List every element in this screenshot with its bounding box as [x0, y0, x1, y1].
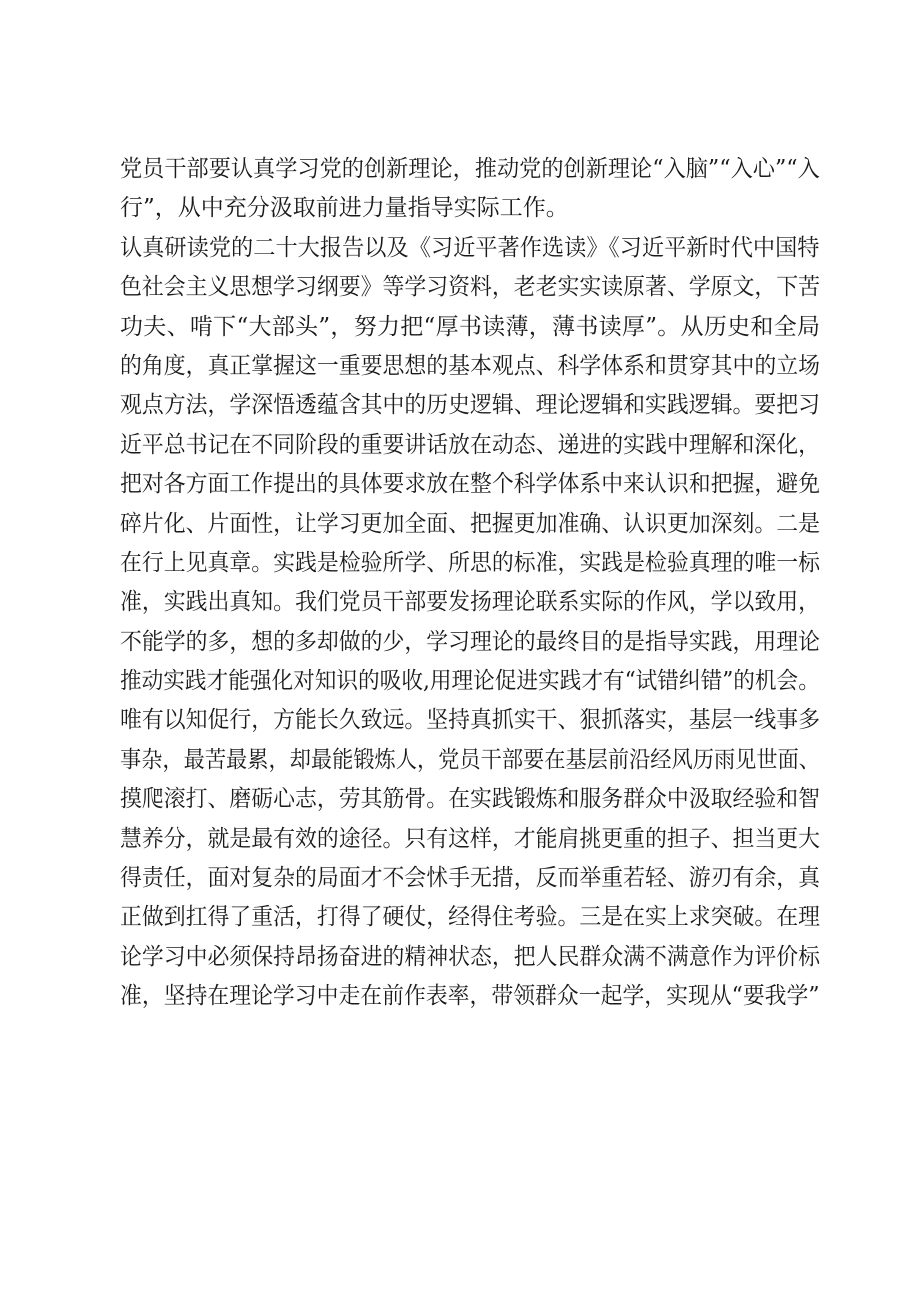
- text-line: 在行上见真章。实践是检验所学、所思的标准，实践是检验真理的唯一标: [120, 549, 820, 576]
- text-line: 摸爬滚打、磨砺心志，劳其筋骨。在实践锻炼和服务群众中汲取经验和智: [120, 786, 820, 813]
- text-line: 准，实践出真知。我们党员干部要发扬理论联系实际的作风，学以致用，: [120, 589, 820, 616]
- text-line: 功夫、啃下“大部头”，努力把“厚书读薄，薄书读厚”。从历史和全局: [120, 313, 820, 340]
- text-line: 论学习中必须保持昂扬奋进的精神状态，把人民群众满不满意作为评价标: [120, 943, 820, 970]
- text-line: 事杂，最苦最累，却最能锻炼人，党员干部要在基层前沿经风历雨见世面、: [120, 746, 820, 773]
- text-line: 近平总书记在不同阶段的重要讲话放在动态、递进的实践中理解和深化，: [120, 431, 820, 458]
- text-line: 的角度，真正掌握这一重要思想的基本观点、科学体系和贯穿其中的立场: [120, 352, 820, 379]
- text-line: 碎片化、片面性，让学习更加全面、把握更加准确、认识更加深刻。二是: [120, 510, 820, 537]
- body-text: [120, 150, 820, 1017]
- text-line: 准，坚持在理论学习中走在前作表率，带领群众一起学，实现从“要我学”: [120, 983, 820, 1010]
- text-line: 得责任，面对复杂的局面才不会怵手无措，反而举重若轻、游刃有余，真: [120, 865, 820, 892]
- text-line: 慧养分，就是最有效的途径。只有这样，才能肩挑更重的担子、担当更大: [120, 825, 820, 852]
- text-line: 不能学的多，想的多却做的少，学习理论的最终目的是指导实践，用理论: [120, 628, 820, 655]
- text-line: 色社会主义思想学习纲要》等学习资料，老老实实读原著、学原文，下苦: [120, 274, 820, 301]
- text-line: 唯有以知促行，方能长久致远。坚持真抓实干、狠抓落实，基层一线事多: [120, 707, 820, 734]
- text-line: 正做到扛得了重活，打得了硬仗，经得住考验。三是在实上求突破。在理: [120, 904, 820, 931]
- text-line: 把对各方面工作提出的具体要求放在整个科学体系中来认识和把握，避免: [120, 471, 820, 498]
- text-line: 党员干部要认真学习党的创新理论，推动党的创新理论“入脑”“入心”“入: [120, 156, 820, 182]
- text-line: 行”，从中充分汲取前进力量指导实际工作。: [120, 195, 569, 222]
- text-line: 观点方法，学深悟透蕴含其中的历史逻辑、理论逻辑和实践逻辑。要把习: [120, 392, 820, 419]
- text-line: 认真研读党的二十大报告以及《习近平著作选读》《习近平新时代中国特: [120, 234, 820, 261]
- text-line: 推动实践才能强化对知识的吸收,用理论促进实践才有“试错纠错”的机会。: [120, 668, 820, 695]
